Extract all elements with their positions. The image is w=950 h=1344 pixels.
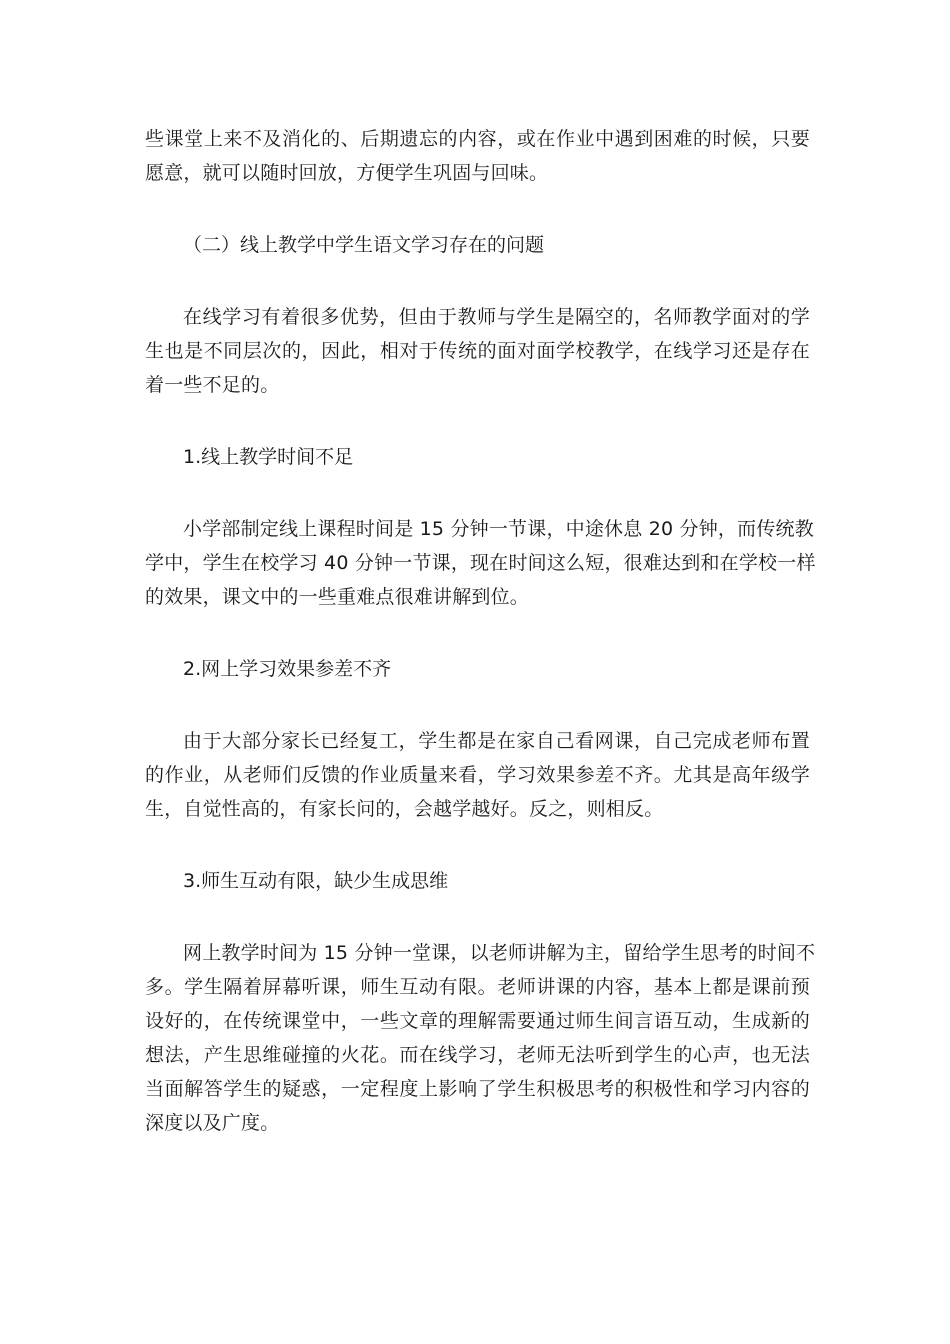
text-line: 在线学习有着很多优势，但由于教师与学生是隔空的，名师教学面对的学 xyxy=(183,306,810,328)
text-line: 想法，产生思维碰撞的火花。而在线学习，老师无法听到学生的心声，也无法 xyxy=(145,1044,810,1066)
text-line: 的作业，从老师们反馈的作业质量来看，学习效果参差不齐。尤其是高年级学 xyxy=(145,764,810,786)
text-line: 生也是不同层次的，因此，相对于传统的面对面学校教学，在线学习还是存在 xyxy=(145,340,810,362)
text-line: 由于大部分家长已经复工，学生都是在家自己看网课，自己完成老师布置 xyxy=(183,730,810,752)
text-line: 些课堂上来不及消化的、后期遗忘的内容，或在作业中遇到困难的时候，只要 xyxy=(145,128,810,150)
paragraph-continuation xyxy=(145,122,810,190)
text-line: 多。学生隔着屏幕听课，师生互动有限。老师讲课的内容，基本上都是课前预 xyxy=(145,976,810,998)
subsection-heading: 3.师生互动有限，缺少生成思维 xyxy=(183,870,449,892)
subsection-heading: 2.网上学习效果参差不齐 xyxy=(183,658,392,680)
text-line: 愿意，就可以随时回放，方便学生巩固与回味。 xyxy=(145,162,549,184)
paragraph xyxy=(145,300,810,402)
text-line: 网上教学时间为 15 分钟一堂课，以老师讲解为主，留给学生思考的时间不 xyxy=(183,942,816,964)
paragraph xyxy=(145,936,816,1140)
text-line: 设好的，在传统课堂中，一些文章的理解需要通过师生间言语互动，生成新的 xyxy=(145,1010,810,1032)
text-line: 小学部制定线上课程时间是 15 分钟一节课，中途休息 20 分钟，而传统教 xyxy=(183,518,814,540)
document-body xyxy=(145,122,816,1140)
paragraph xyxy=(145,724,810,826)
text-line: 学中，学生在校学习 40 分钟一节课，现在时间这么短，很难达到和在学校一样 xyxy=(145,552,816,574)
section-heading: （二）线上教学中学生语文学习存在的问题 xyxy=(183,234,545,256)
text-line: 的效果，课文中的一些重难点很难讲解到位。 xyxy=(145,586,530,608)
subsection-heading: 1.线上教学时间不足 xyxy=(183,446,354,468)
text-line: 着一些不足的。 xyxy=(145,374,280,396)
paragraph xyxy=(145,512,816,614)
text-line: 生，自觉性高的，有家长问的，会越学越好。反之，则相反。 xyxy=(145,798,664,820)
text-line: 深度以及广度。 xyxy=(145,1112,280,1134)
text-line: 当面解答学生的疑惑，一定程度上影响了学生积极思考的积极性和学习内容的 xyxy=(145,1078,810,1100)
